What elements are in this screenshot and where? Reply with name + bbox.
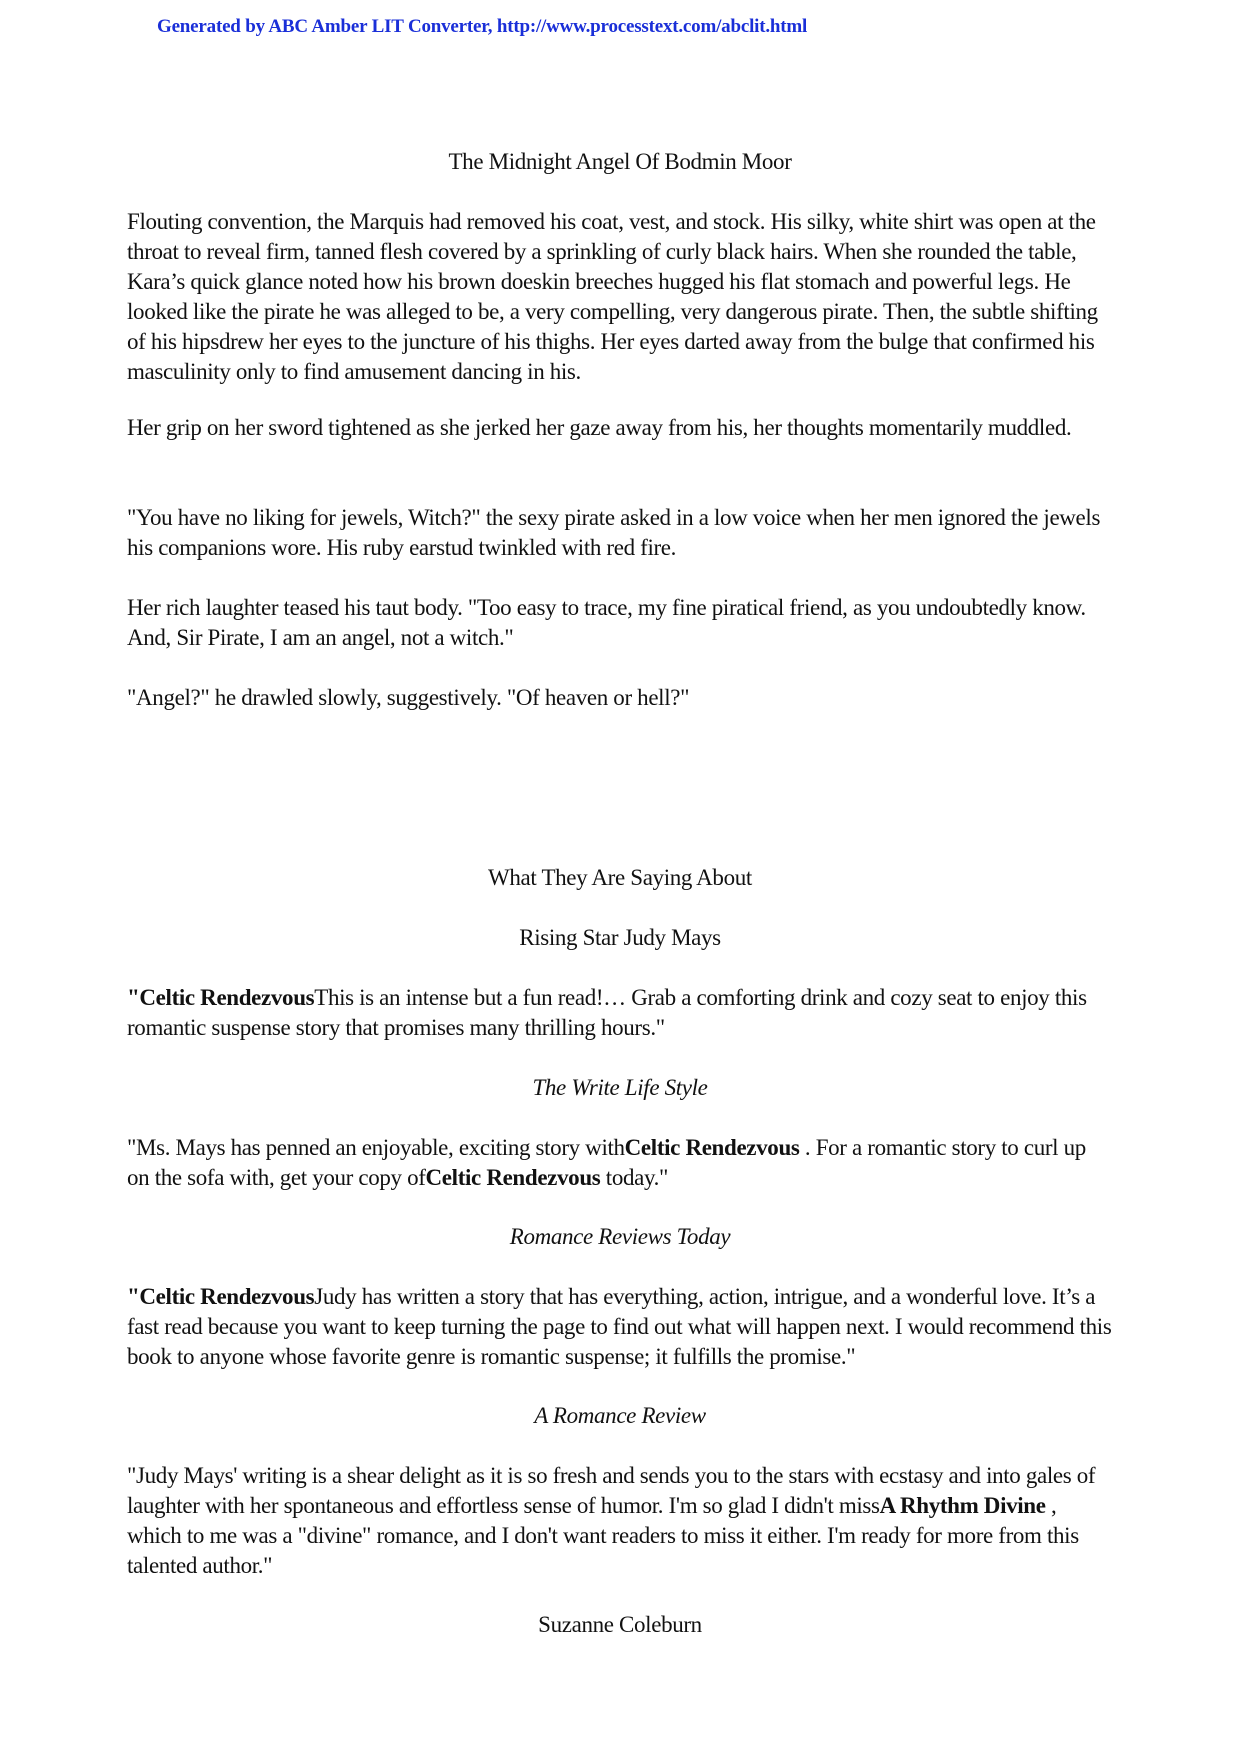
review-2-book-title-b: Celtic Rendezvous — [425, 1165, 601, 1190]
converter-header-link[interactable]: Generated by ABC Amber LIT Converter, http://www.processtext.com/abclit.html — [157, 16, 808, 37]
review-quote-4 — [127, 1461, 1113, 1581]
review-1-text: This is an intense but a fun read!… Grab a comforting drink and cozy seat to enjoy this romantic suspense story that promises many thrilling hours." — [127, 985, 1087, 1040]
review-2-text-a: "Ms. Mays has penned an enjoyable, exciting story with — [127, 1135, 625, 1160]
excerpt-paragraph-5: "Angel?" he drawled slowly, suggestively. "Of heaven or hell?" — [127, 685, 690, 710]
excerpt-paragraph-4: Her rich laughter teased his taut body. "Too easy to trace, my fine piratical friend, as you undoubtedly know. And, Sir Pirate, I am an angel, not a witch." — [127, 595, 1086, 650]
excerpt-paragraph-2: Her grip on her sword tightened as she jerked her gaze away from his, her thoughts momentarily muddled. — [127, 415, 1072, 440]
review-4-book-title: A Rhythm Divine — [879, 1493, 1046, 1518]
review-2-text-c: today." — [600, 1165, 669, 1190]
reviews-heading: What They Are Saying About — [488, 865, 752, 890]
review-2-book-title-a: Celtic Rendezvous — [624, 1135, 800, 1160]
review-3-text: Judy has written a story that has everything, action, intrigue, and a wonderful love. It’s a fast read because you want to keep turning the page to find out what will happen next. I would recommend this book to anyone whose favorite genre is romantic suspense; it fulfills the promise." — [127, 1284, 1112, 1369]
review-4-text-a: "Judy Mays' writing is a shear delight as it is so fresh and sends you to the stars with ecstasy and into gales of laughter with her spontaneous and effortless sense of humor. I'm so glad I didn't miss — [127, 1463, 1096, 1518]
review-quote-2 — [127, 1133, 1113, 1193]
excerpt-paragraph-3: "You have no liking for jewels, Witch?" the sexy pirate asked in a low voice when her men ignored the jewels his companions wore. His ruby earstud twinkled with red fire. — [127, 505, 1101, 560]
excerpt-title: The Midnight Angel Of Bodmin Moor — [448, 149, 792, 174]
review-4-source: Suzanne Coleburn — [538, 1612, 702, 1637]
excerpt-paragraph-1: Flouting convention, the Marquis had removed his coat, vest, and stock. His silky, white shirt was open at the throat to reveal firm, tanned flesh covered by a sprinkling of curly black hairs. When she rounded the table, Kara’s quick glance noted how his brown doeskin breeches hugged his flat stomach and powerful legs. He looked like the pirate he was alleged to be, a very compelling, very dangerous pirate. Then, the subtle shifting of his hipsdrew her eyes to the juncture of his thighs. Her eyes darted away from the bulge that confirmed his masculinity only to find amusement dancing in his. — [127, 209, 1098, 384]
review-1-source: The Write Life Style — [532, 1075, 708, 1100]
review-quote-3 — [127, 1282, 1113, 1372]
review-3-source: A Romance Review — [534, 1403, 706, 1428]
review-3-book-title: "Celtic Rendezvous — [127, 1284, 315, 1309]
review-4-text-b: , which to me was a "divine" romance, and I don't want readers to miss it either. I'm ready for more from this talented author." — [127, 1493, 1079, 1578]
review-2-source: Romance Reviews Today — [509, 1224, 731, 1249]
review-quote-1 — [127, 983, 1113, 1043]
review-2-text-b: . For a romantic story to curl up on the sofa with, get your copy of — [127, 1135, 1086, 1190]
reviews-subheading: Rising Star Judy Mays — [519, 925, 721, 950]
review-1-book-title: "Celtic Rendezvous — [127, 985, 315, 1010]
